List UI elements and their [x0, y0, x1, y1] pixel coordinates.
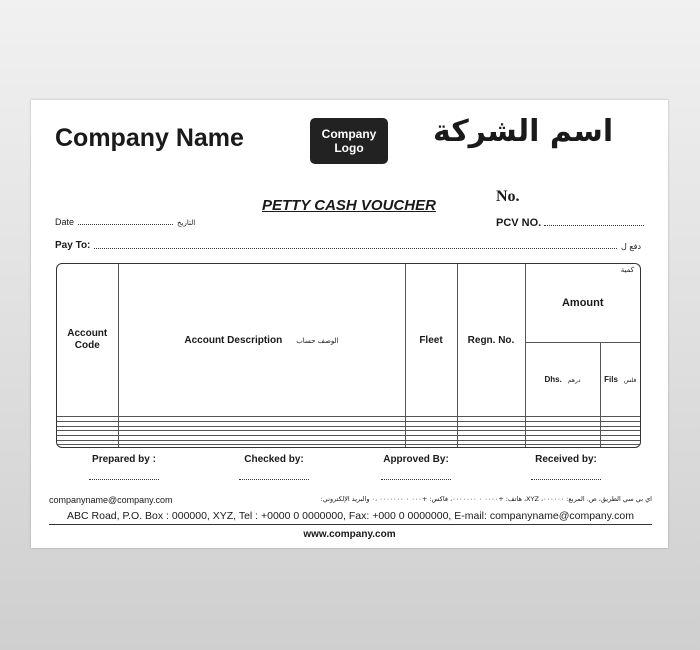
- dhs-label: Dhs.: [544, 375, 562, 385]
- voucher-sheet: [31, 100, 668, 548]
- voucher-title: PETTY CASH VOUCHER: [262, 197, 436, 214]
- received-by-label: Received by:: [535, 454, 597, 465]
- received-by-field: [531, 454, 601, 480]
- approved-by-label: Approved By:: [383, 454, 449, 465]
- table-cell[interactable]: [405, 445, 457, 447]
- header-amount: [525, 264, 640, 343]
- company-name: Company Name: [55, 124, 244, 152]
- voucher-table: [56, 263, 641, 448]
- header-account-code: Account Code: [57, 264, 118, 417]
- amount-label-arabic: كمية: [620, 266, 635, 274]
- dhs-label-arabic: درهم: [567, 377, 581, 385]
- company-logo: [310, 118, 388, 164]
- footer-website: www.company.com: [303, 529, 396, 540]
- prepared-by-line[interactable]: [89, 479, 159, 480]
- account-description-label-arabic: الوصف حساب: [296, 336, 339, 345]
- table-cell[interactable]: [525, 445, 600, 447]
- prepared-by-label: Prepared by :: [92, 454, 156, 465]
- date-label: Date: [55, 217, 75, 227]
- approved-by-field: [381, 454, 451, 480]
- pcv-input-line[interactable]: [544, 225, 644, 226]
- header-dhs: [525, 343, 600, 417]
- pcv-field: [496, 217, 644, 229]
- account-description-label: Account Description: [184, 334, 283, 346]
- date-field: [55, 217, 195, 227]
- date-input-line[interactable]: [78, 224, 173, 225]
- header-fils: [600, 343, 640, 417]
- company-name-arabic: اسم الشركة: [433, 114, 614, 149]
- fils-label: Fils: [604, 375, 618, 385]
- fils-label-arabic: فلس: [623, 377, 637, 385]
- footer-email: companyname@company.com: [49, 495, 173, 505]
- checked-by-label: Checked by:: [244, 454, 304, 465]
- table-cell[interactable]: [600, 445, 640, 447]
- header-account-description: [118, 264, 405, 417]
- prepared-by-field: [89, 454, 159, 480]
- pay-to-label-arabic: دفع ل: [621, 242, 641, 251]
- pay-to-input-line[interactable]: [94, 248, 617, 249]
- approved-by-line[interactable]: [381, 479, 451, 480]
- voucher-number-label: No.: [496, 188, 520, 205]
- pay-to-field: [55, 240, 641, 251]
- footer-contact-line: [49, 495, 652, 505]
- pcv-label: PCV NO.: [496, 217, 542, 229]
- logo-text-line1: Company: [321, 127, 377, 141]
- pay-to-label: Pay To:: [55, 240, 91, 251]
- date-label-arabic: التاريخ: [177, 219, 196, 227]
- checked-by-line[interactable]: [239, 479, 309, 480]
- table-row: [57, 445, 640, 447]
- logo-text-line2: Logo: [334, 141, 364, 155]
- table-cell[interactable]: [57, 445, 118, 447]
- checked-by-field: [239, 454, 309, 480]
- footer-address-arabic: اي بي سي الطريق، ص. المربع: ٠٠٠٠٠٠، XYZ، هاتف: +٠٠٠٠ ٠ ٠٠٠٠٠٠٠، فاكس: +٠٠٠ ٠ ٠٠٠٠٠٠٠ ،٠ والبريد الإلكتروني:: [320, 495, 652, 503]
- table-cell[interactable]: [118, 445, 405, 447]
- table-cell[interactable]: [457, 445, 525, 447]
- header-regn-no: Regn. No.: [457, 264, 525, 417]
- received-by-line[interactable]: [531, 479, 601, 480]
- header-fleet: Fleet: [405, 264, 457, 417]
- footer-address-english: ABC Road, P.O. Box : 000000, XYZ, Tel : +0000 0 0000000, Fax: +000 0 0000000, E-mail: companyname@company.com: [49, 510, 652, 525]
- amount-label: Amount: [561, 297, 604, 310]
